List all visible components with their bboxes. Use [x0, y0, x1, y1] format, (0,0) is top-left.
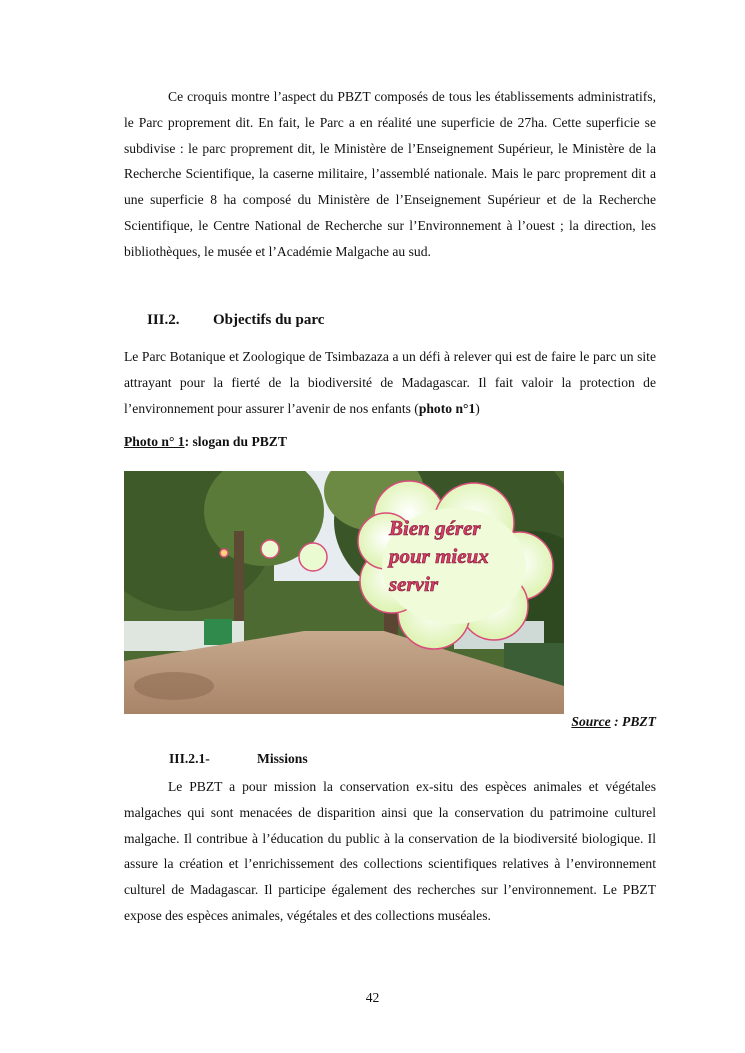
slogan-line-1: Bien gérer — [389, 516, 481, 540]
slogan-line-2: pour mieux — [389, 544, 489, 568]
paragraph-objectives — [124, 344, 656, 421]
park-photo — [124, 471, 564, 714]
subsection-number: III.2.1- — [169, 751, 210, 766]
section-heading — [147, 312, 324, 329]
paragraph-intro: Ce croquis montre l’aspect du PBZT composés de tous les établissements administratifs, le Parc proprement dit. En fait, le Parc a en réalité une superficie de 27ha. Cette superficie se subdivise : le parc proprement dit, le Ministère de l’Enseignement Supérieur, le Ministère de la Recherche Scientifique, la caserne militaire, l’assemblé nationale. Mais le parc proprement dit a une superficie 8 ha composé du Ministère de l’Enseignement Supérieur et de la Recherche Scientifique, le Centre National de Recherche sur l’Environnement à l’ouest ; la direction, les bibliothèques, le musée et l’Académie Malgache au sud. — [124, 89, 656, 259]
paragraph-objectives-closing: ) — [475, 400, 480, 416]
page-number: 42 — [365, 990, 380, 1005]
slogan-line-3: servir — [389, 572, 438, 596]
subsection-heading — [169, 751, 308, 767]
photo-caption — [124, 434, 287, 450]
photo-reference: photo n°1 — [418, 400, 476, 416]
photo-source-text: : PBZT — [610, 714, 656, 729]
photo-source — [571, 714, 656, 730]
photo-source-label: Source — [571, 714, 611, 729]
section-number: III.2. — [147, 312, 180, 328]
subsection-title: Missions — [257, 751, 308, 766]
photo-caption-label: Photo n° 1 — [124, 434, 185, 449]
paragraph-missions: Le PBZT a pour mission la conservation ex-situ des espèces animales et végétales malgaches qui sont menacées de disparition ainsi que la conservation du patrimoine culturel malgache. Il contribue à l’éducation du public à la conservation de la biodiversité biologique. Il assure la création et l’enrichissement des collections scientifiques relatives à l’environnement culturel de Madagascar. Il participe également des recherches sur l’environnement. Le PBZT expose des espèces animales, végétales et des collections muséales. — [124, 779, 656, 923]
section-title: Objectifs du parc — [213, 312, 325, 328]
park-photo-illustration — [124, 471, 564, 714]
photo-caption-text: : slogan du PBZT — [184, 434, 287, 449]
paragraph-objectives-text: Le Parc Botanique et Zoologique de Tsimbazaza a un défi à relever qui est de faire le parc un site attrayant pour la fierté de la biodiversité de Madagascar. Il fait valoir la protection de l’environnement pour assurer l’avenir de nos enfants ( — [124, 349, 656, 416]
